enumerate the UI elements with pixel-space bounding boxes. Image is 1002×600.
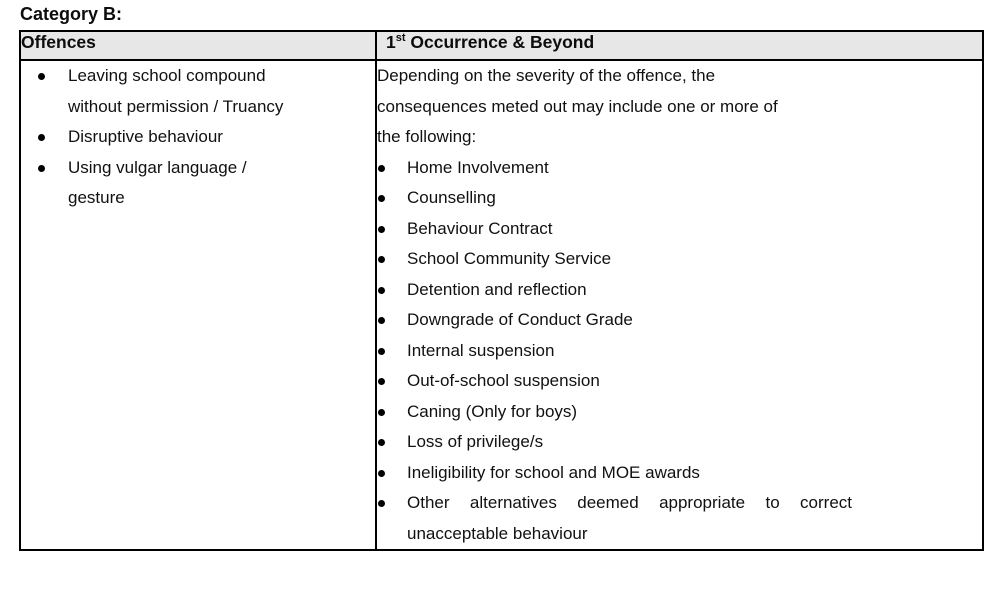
consequence-item: Loss of privilege/s [377,427,982,458]
table-body-row [20,60,983,550]
consequence-item: Counselling [377,183,982,214]
consequences-intro: Depending on the severity of the offence, the consequences meted out may include one or more of the following: [377,66,778,146]
ordinal-suffix: st [395,32,406,45]
consequence-item: Detention and reflection [377,275,982,306]
table-header-row [20,31,983,60]
offences-header-label: Offences [21,32,96,52]
consequences-cell [376,60,983,550]
offences-column-header [20,31,376,60]
consequence-item: Other alternatives deemed appropriate to correct unacceptable behaviour [377,488,852,549]
offence-item: Leaving school compound without permission / Truancy [21,61,308,122]
consequence-item: Home Involvement [377,153,982,184]
occurrence-number: 1 [386,32,396,52]
consequence-item: Downgrade of Conduct Grade [377,305,982,336]
category-b-table [19,30,984,551]
consequence-item: Out-of-school suspension [377,366,982,397]
occurrence-header-label: Occurrence & Beyond [405,32,595,52]
offence-item: Using vulgar language / gesture [21,153,308,214]
consequence-item: Behaviour Contract [377,214,982,245]
consequence-item: Internal suspension [377,336,982,367]
offences-list [21,61,375,214]
consequence-item: School Community Service [377,244,982,275]
consequence-item: Ineligibility for school and MOE awards [377,458,982,489]
consequence-item: Caning (Only for boys) [377,397,982,428]
consequences-list [377,153,982,550]
offence-item: Disruptive behaviour [21,122,308,153]
occurrence-column-header [376,31,983,60]
offences-cell [20,60,376,550]
page-title: Category B: [20,4,123,24]
